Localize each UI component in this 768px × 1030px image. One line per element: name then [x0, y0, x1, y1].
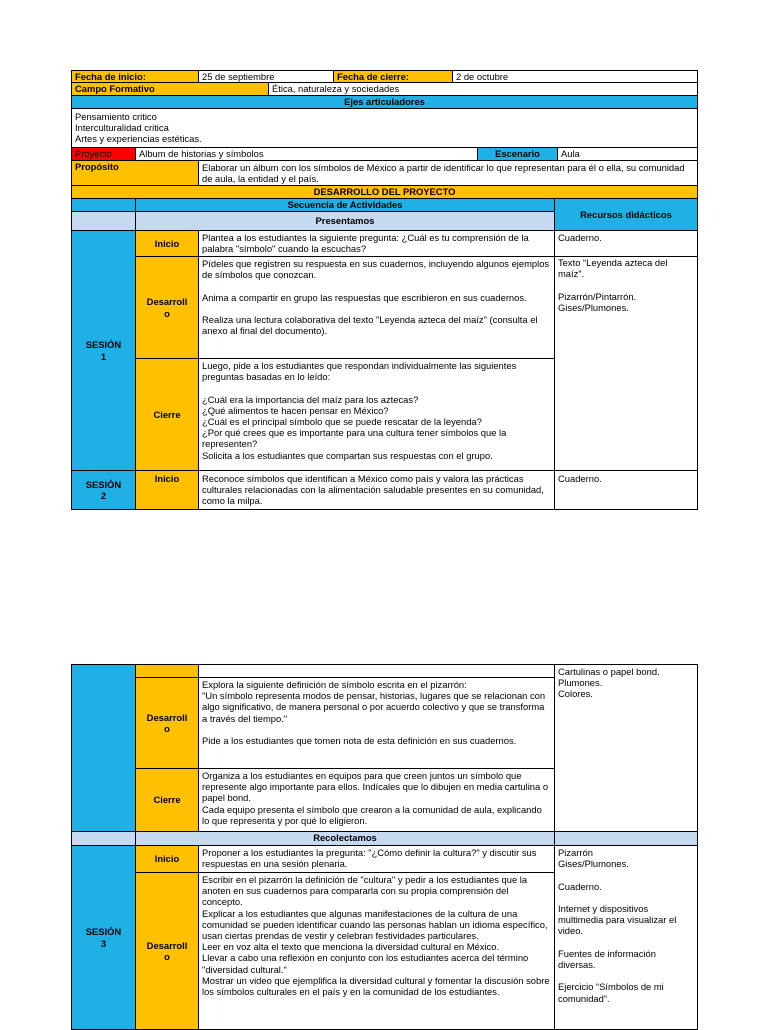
fecha-inicio-label: Fecha de inicio: — [71, 70, 199, 83]
escenario-value: Aula — [557, 147, 698, 161]
fecha-cierre-label: Fecha de cierre: — [333, 70, 453, 83]
campo-formativo-value: Ética, naturaleza y sociedades — [268, 82, 698, 96]
presentamos-blank-cell — [71, 211, 136, 231]
s2-recursos: Cuaderno. — [554, 470, 698, 510]
s3-desarrollo-label: Desarroll o — [135, 872, 199, 1030]
s2-inicio-text: Reconoce símbolos que identifican a México como país y valora las prácticas culturales relacionadas con la alimentación saludable presentes en su comunidad, como la milpa. — [198, 470, 555, 510]
sesion-2-continued — [71, 664, 136, 832]
s1-cierre-label: Cierre — [135, 358, 199, 471]
s1-recursos-inicio: Cuaderno. — [554, 230, 698, 257]
presentamos-header: Presentamos — [135, 211, 555, 231]
proposito-value: Elaborar un álbum con los símbolos de México a partir de identificar lo que representan para él o ella, su comunidad de aula, la entidad y el país. — [198, 160, 698, 186]
header-blank-cell — [71, 198, 136, 212]
proyecto-value: Album de historias y símbolos — [135, 147, 478, 161]
proyecto-label: Proyecto — [71, 147, 136, 161]
s2-recursos-materials: Cartulinas o papel bond. Plumones. Colores. — [554, 664, 698, 832]
recolectamos-blank-cell — [71, 831, 136, 846]
s2-desarrollo-text: Explora la siguiente definición de símbolo escrita en el pizarrón: "Un símbolo representa modos de pensar, historias, lugares que se relacionan con algo significativo, de manera personal o por acuerdo colectivo y que se transforma a través del tiempo." Pide a los estudiantes que tomen nota de esta definición en sus cuadernos. — [198, 677, 555, 769]
s2-inicio-label: Inicio — [135, 470, 199, 510]
s3-recursos: Pizarrón Gises/Plumones. Cuaderno. Internet y dispositivos multimedia para visualizar el video. Fuentes de información diversas. Ejercicio “Símbolos de mi comunidad”. — [554, 845, 698, 1030]
s2-cierre-label: Cierre — [135, 768, 199, 832]
escenario-label: Escenario — [477, 147, 558, 161]
recolectamos-recursos-blank — [554, 831, 698, 846]
s1-inicio-text: Plantea a los estudiantes la siguiente pregunta: ¿Cuál es tu comprensión de la palabra "símbolo" cuando la escuchas? — [198, 230, 555, 257]
s1-inicio-label: Inicio — [135, 230, 199, 257]
recursos-didacticos-header: Recursos didácticos — [554, 198, 698, 231]
s2-cierre-text: Organiza a los estudiantes en equipos para que creen juntos un símbolo que represente algo importante para ellos. Indícales que lo dibujen en media cartulina o papel bond. Cada equipo presenta el símbolo que crearon a la comunidad de aula, explicando lo que representa y por qué lo eligieron. — [198, 768, 555, 832]
fecha-inicio-value: 25 de septiembre — [198, 70, 334, 83]
s2-blank-cell — [198, 664, 555, 678]
desarrollo-proyecto-header: DESARROLLO DEL PROYECTO — [71, 185, 698, 199]
s2-blank-yellow — [135, 664, 199, 678]
s1-recursos-resto: Texto “Leyenda azteca del maíz”. Pizarrón/Pintarrón. Gises/Plumones. — [554, 256, 698, 471]
proposito-label: Propósito — [71, 160, 199, 186]
recolectamos-header: Recolectamos — [135, 831, 555, 846]
sesion-2-label: SESIÓN 2 — [71, 470, 136, 510]
s3-inicio-label: Inicio — [135, 845, 199, 873]
sesion-1-label: SESIÓN 1 — [71, 230, 136, 471]
secuencia-actividades-header: Secuencia de Actividades — [135, 198, 555, 212]
s1-cierre-text: Luego, pide a los estudiantes que respondan individualmente las siguientes preguntas basadas en lo leído: ¿Cuál era la importancia del maíz para los aztecas? ¿Qué alimentos te hacen pensar en México? ¿Cuál es el principal símbolo que se puede rescatar de la leyenda? ¿Por qué crees que es importante para una cultura tener símbolos que la representen? Solicita a los estudiantes que compartan sus respuestas con el grupo. — [198, 358, 555, 471]
ejes-articuladores-header: Ejes articuladores — [71, 95, 698, 109]
ejes-list: Pensamiento critico Interculturalidad critica Artes y experiencias estéticas. — [71, 108, 698, 148]
sesion-3-label: SESIÓN 3 — [71, 845, 136, 1030]
campo-formativo-label: Campo Formativo — [71, 82, 269, 96]
fecha-cierre-value: 2 de octubre — [452, 70, 698, 83]
s1-desarrollo-label: Desarroll o — [135, 256, 199, 359]
s2-desarrollo-label: Desarroll o — [135, 677, 199, 769]
s3-inicio-text: Proponer a los estudiantes la pregunta: "¿Cómo definir la cultura?" y discutir sus respuestas en una sesión plenaria. — [198, 845, 555, 873]
s3-desarrollo-text: Escribir en el pizarrón la definición de "cultura" y pedir a los estudiantes que la anoten en sus cuadernos para compararla con su propia comprensión del concepto. Explicar a los estudiantes que algunas manifestaciones de la cultura de una comunidad se pueden identificar cuando las personas hablan un idioma específico, usan ciertas prendas de vestir y celebran festividades particulares. Leer en voz alta el texto que menciona la diversidad cultural en México. Llevar a cabo una reflexión en conjunto con los estudiantes acerca del término "diversidad cultural." Mostrar un video que ejemplifica la diversidad cultural y fomentar la discusión sobre los símbolos culturales en el país y en la comunidad de los estudiantes. — [198, 872, 555, 1030]
s1-desarrollo-text: Pídeles que registren su respuesta en sus cuadernos, incluyendo algunos ejemplos de símbolos que conozcan. Anima a compartir en grupo las respuestas que escribieron en sus cuadernos. Realiza una lectura colaborativa del texto "Leyenda azteca del maíz" (consulta el anexo al final del documento). — [198, 256, 555, 359]
